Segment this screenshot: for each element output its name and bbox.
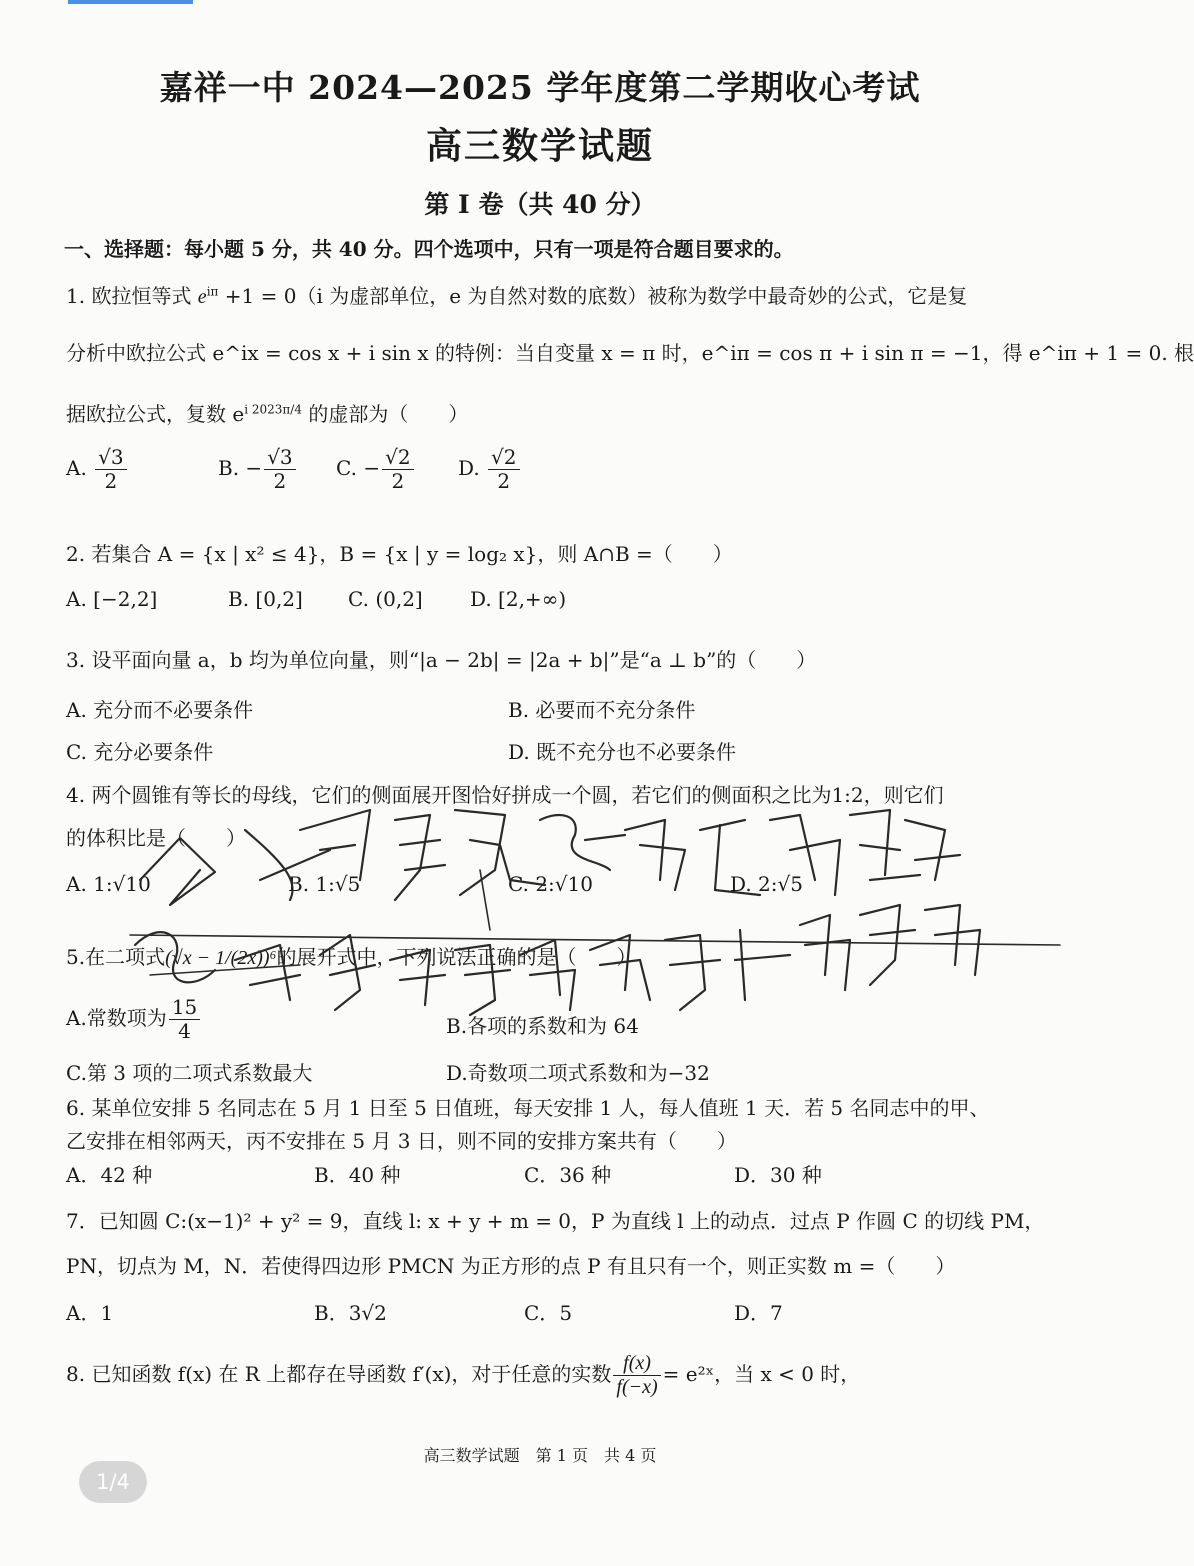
q7-option-c: C．5: [524, 1301, 573, 1325]
q4-option-c: C. 2:√10: [508, 872, 593, 896]
q6-option-b: B．40 种: [314, 1163, 401, 1187]
scribble-strokes: [130, 810, 1060, 1015]
q5-option-b: B.各项的系数和为 64: [446, 1014, 639, 1038]
q2-option-a: A. [−2,2]: [66, 587, 158, 611]
q1-option-b-frac: $\frac{√3}{2}$: [264, 446, 295, 493]
q2-option-c: C. (0,2]: [348, 587, 423, 611]
q3-option-b: B. 必要而不充分条件: [508, 698, 696, 722]
q8-stem: 8. 已知函数 f(x) 在 R 上都存在导函数 f′(x)，对于任意的实数 $\frac{f(x)}{f(-x)}$ = e²ˣ，当 x < 0 时，: [66, 1352, 861, 1398]
q7-option-b: B．3√2: [314, 1301, 387, 1325]
q7-line2: PN，切点为 M，N．若使得四边形 PMCN 为正方形的点 P 有且只有一个，则正实数 m =（ ）: [66, 1254, 956, 1278]
q3-stem: 3. 设平面向量 a，b 均为单位向量，则“|a − 2b| = |2a + b|”是“a ⊥ b”的（ ）: [66, 648, 817, 672]
q1-option-a: A. $\frac{√3}{2}$: [66, 446, 129, 493]
q5-option-a: A.常数项为 $\frac{15}{4}$: [66, 996, 202, 1043]
q6-line1: 6. 某单位安排 5 名同志在 5 月 1 日至 5 日值班，每天安排 1 人，每人值班 1 天．若 5 名同志中的甲、: [66, 1096, 990, 1120]
q2-option-d: D. [2,+∞): [470, 587, 567, 611]
q1-option-c: C. − $\frac{√2}{2}$: [336, 446, 416, 493]
q6-option-d: D．30 种: [734, 1163, 822, 1187]
q2-stem: 2. 若集合 A = {x | x² ≤ 4}，B = {x | y = log₂ x}，则 A∩B =（ ）: [66, 542, 733, 566]
q4-option-d: D. 2:√5: [730, 872, 803, 896]
q1-option-d: D. $\frac{√2}{2}$: [458, 446, 522, 493]
subject-title: 高三数学试题: [425, 125, 654, 167]
exam-title: 嘉祥一中 2024—2025 学年度第二学期收心考试: [159, 68, 921, 107]
q1-option-d-frac: $\frac{√2}{2}$: [488, 446, 519, 493]
q7-option-d: D．7: [734, 1301, 783, 1325]
section-heading: 一、选择题：每小题 5 分，共 40 分。四个选项中，只有一项是符合题目要求的。: [64, 237, 794, 261]
q1-line3: 据欧拉公式，复数 $e^{i 2023\pi/4}$ 的虚部为（ ）: [66, 402, 469, 426]
q7-line1: 7．已知圆 C:(x−1)² + y² = 9，直线 l: x + y + m = 0，P 为直线 l 上的动点．过点 P 作圆 C 的切线 PM，: [66, 1209, 1045, 1233]
q5-stem: 5.在二项式(√x − 1/(2x))⁶的展开式中，下列说法正确的是（ ）: [66, 945, 637, 969]
q4-option-a: A. 1:√10: [66, 872, 151, 896]
q1-line1: 1. 欧拉恒等式 $e^{i\pi} +1 = 0(i$ 为虚部单位，e 为自然对数的底数）被称为数学中最奇妙的公式，它是复: [66, 284, 968, 308]
q3-option-a: A. 充分而不必要条件: [66, 698, 254, 722]
q5-option-d: D.奇数项二项式系数和为−32: [446, 1061, 710, 1085]
page-indicator-badge[interactable]: 1/4: [79, 1461, 147, 1503]
q7-option-a: A．1: [66, 1301, 114, 1325]
top-accent-bar: [68, 0, 193, 4]
q8-fraction: $\frac{f(x)}{f(-x)}$: [613, 1352, 660, 1399]
q3-option-d: D. 既不充分也不必要条件: [508, 740, 737, 764]
q3-option-c: C. 充分必要条件: [66, 740, 214, 764]
q5-binomial: (√x − 1/(2x))⁶: [165, 947, 277, 969]
q6-line2: 乙安排在相邻两天，丙不安排在 5 月 3 日，则不同的安排方案共有（ ）: [66, 1129, 737, 1153]
q2-option-b: B. [0,2]: [228, 587, 303, 611]
q4-option-b: B. 1:√5: [288, 872, 361, 896]
page-footer: 高三数学试题 第 1 页 共 4 页: [423, 1446, 657, 1465]
q1-option-a-frac: $\frac{√3}{2}$: [95, 446, 126, 493]
part-title: 第 I 卷（共 40 分）: [424, 190, 656, 219]
q1-option-b: B. − $\frac{√3}{2}$: [218, 446, 298, 493]
q5-option-a-frac: $\frac{15}{4}$: [169, 996, 200, 1043]
q6-option-c: C．36 种: [524, 1163, 612, 1187]
q4-line2: 的体积比是（ ）: [66, 826, 246, 850]
q6-option-a: A．42 种: [66, 1163, 153, 1187]
q1-option-c-frac: $\frac{√2}{2}$: [382, 446, 413, 493]
q4-line1: 4. 两个圆锥有等长的母线，它们的侧面展开图恰好拼成一个圆，若它们的侧面积之比为1:2，则它们: [66, 783, 944, 807]
q5-option-c: C.第 3 项的二项式系数最大: [66, 1061, 313, 1085]
q1-line2: 分析中欧拉公式 e^ix = cos x + i sin x 的特例：当自变量 x = π 时，e^iπ = cos π + i sin π = −1，得 e^iπ + 1 = 0. 根: [66, 341, 1194, 365]
